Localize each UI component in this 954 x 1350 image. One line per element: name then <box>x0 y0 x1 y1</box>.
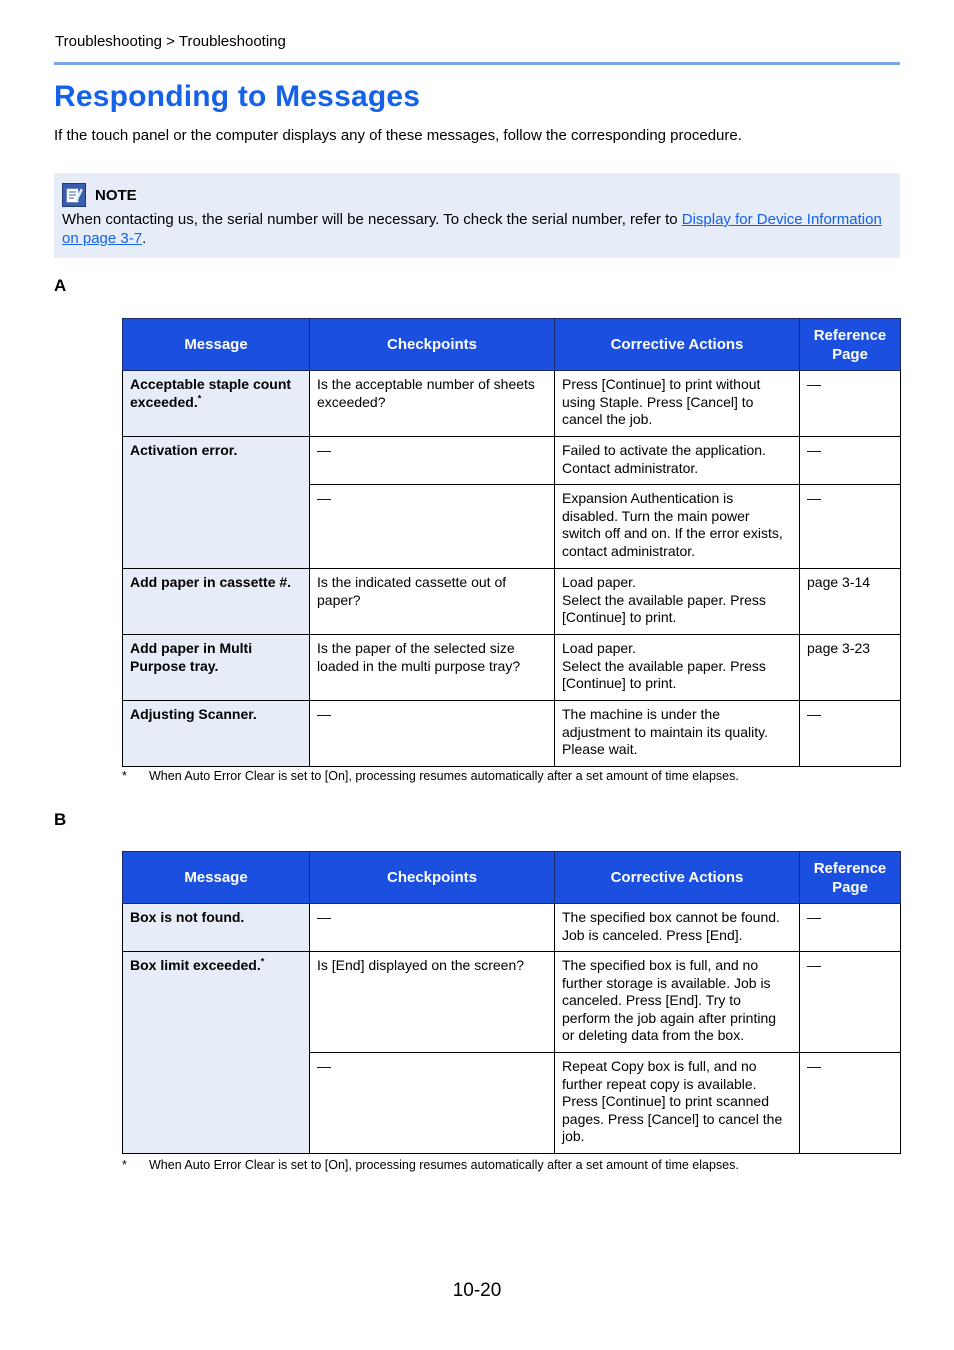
checkpoint-cell: — <box>310 904 555 952</box>
device-info-link[interactable]: Display for Device Information on page 3-7 <box>62 211 882 247</box>
table-header-row <box>123 319 901 371</box>
header-message: Message <box>123 852 310 904</box>
header-rule <box>54 62 900 65</box>
footnote-marker: * <box>197 392 202 403</box>
checkpoint-cell: — <box>310 437 555 485</box>
reference-cell: — <box>800 701 901 767</box>
table-row <box>123 437 901 485</box>
checkpoint-cell: Is the paper of the selected size loaded in the multi purpose tray? <box>310 635 555 701</box>
action-cell: The specified box is full, and no further storage is available. Job is canceled. Press [End]. Try to perform the job again after printing or deleting data from the box. <box>555 952 800 1053</box>
reference-cell: — <box>800 904 901 952</box>
message-cell: Box is not found. <box>123 904 310 952</box>
footnote-marker: * <box>260 956 265 967</box>
reference-cell: page 3-14 <box>800 569 901 635</box>
reference-cell: — <box>800 485 901 569</box>
table-row <box>123 371 901 437</box>
table-row <box>123 635 901 701</box>
messages-table-b <box>122 851 901 1154</box>
note-label: NOTE <box>95 186 137 204</box>
table-row <box>123 952 901 1053</box>
table-row <box>123 569 901 635</box>
header-reference-page: Reference Page <box>800 319 901 371</box>
footnote-star: * <box>122 1158 127 1172</box>
checkpoint-cell: — <box>310 701 555 767</box>
table-row <box>123 904 901 952</box>
message-cell: Activation error. <box>123 437 310 569</box>
note-box <box>54 173 900 258</box>
footnote-text: When Auto Error Clear is set to [On], processing resumes automatically after a set amount of time elapses. <box>149 769 739 783</box>
checkpoint-cell: Is the acceptable number of sheets exceeded? <box>310 371 555 437</box>
action-cell: Expansion Authentication is disabled. Turn the main power switch off and on. If the error exists, contact administrator. <box>555 485 800 569</box>
footnote-a <box>122 769 739 783</box>
breadcrumb: Troubleshooting > Troubleshooting <box>55 33 286 50</box>
checkpoint-cell: Is [End] displayed on the screen? <box>310 952 555 1053</box>
action-cell: Press [Continue] to print without using Staple. Press [Cancel] to cancel the job. <box>555 371 800 437</box>
page-number: 10-20 <box>452 1280 502 1301</box>
reference-cell: — <box>800 1053 901 1154</box>
table-header-row <box>123 852 901 904</box>
action-cell: Repeat Copy box is full, and no further repeat copy is available. Press [Continue] to print scanned pages. Press [Cancel] to cancel the job. <box>555 1053 800 1154</box>
message-cell: Box limit exceeded.* <box>123 952 310 1154</box>
reference-cell: — <box>800 371 901 437</box>
checkpoint-cell: — <box>310 1053 555 1154</box>
checkpoint-cell: Is the indicated cassette out of paper? <box>310 569 555 635</box>
footnote-star: * <box>122 769 127 783</box>
note-header <box>62 183 892 207</box>
note-text-after: . <box>142 230 147 247</box>
action-cell: Load paper. Select the available paper. Press [Continue] to print. <box>555 569 800 635</box>
section-label-a: A <box>54 276 67 295</box>
header-checkpoints: Checkpoints <box>310 852 555 904</box>
page-title: Responding to Messages <box>54 80 421 113</box>
header-checkpoints: Checkpoints <box>310 319 555 371</box>
action-cell: The machine is under the adjustment to maintain its quality. Please wait. <box>555 701 800 767</box>
header-corrective-actions: Corrective Actions <box>555 852 800 904</box>
message-cell: Add paper in cassette #. <box>123 569 310 635</box>
message-cell: Add paper in Multi Purpose tray. <box>123 635 310 701</box>
footnote-text: When Auto Error Clear is set to [On], processing resumes automatically after a set amount of time elapses. <box>149 1158 739 1172</box>
reference-cell: — <box>800 437 901 485</box>
note-text <box>62 210 892 248</box>
messages-table-a <box>122 318 901 767</box>
header-message: Message <box>123 319 310 371</box>
action-cell: Failed to activate the application. Contact administrator. <box>555 437 800 485</box>
note-icon <box>62 183 86 207</box>
action-cell: The specified box cannot be found. Job is canceled. Press [End]. <box>555 904 800 952</box>
message-cell: Adjusting Scanner. <box>123 701 310 767</box>
header-corrective-actions: Corrective Actions <box>555 319 800 371</box>
footnote-b <box>122 1158 739 1172</box>
header-reference-page: Reference Page <box>800 852 901 904</box>
intro-text: If the touch panel or the computer displays any of these messages, follow the corresponding procedure. <box>54 127 742 144</box>
reference-cell: — <box>800 952 901 1053</box>
table-row <box>123 701 901 767</box>
reference-cell: page 3-23 <box>800 635 901 701</box>
section-label-b: B <box>54 810 67 829</box>
action-cell: Load paper. Select the available paper. Press [Continue] to print. <box>555 635 800 701</box>
checkpoint-cell: — <box>310 485 555 569</box>
message-cell: Acceptable staple count exceeded.* <box>123 371 310 437</box>
note-text-before: When contacting us, the serial number will be necessary. To check the serial number, refer to <box>62 211 682 228</box>
